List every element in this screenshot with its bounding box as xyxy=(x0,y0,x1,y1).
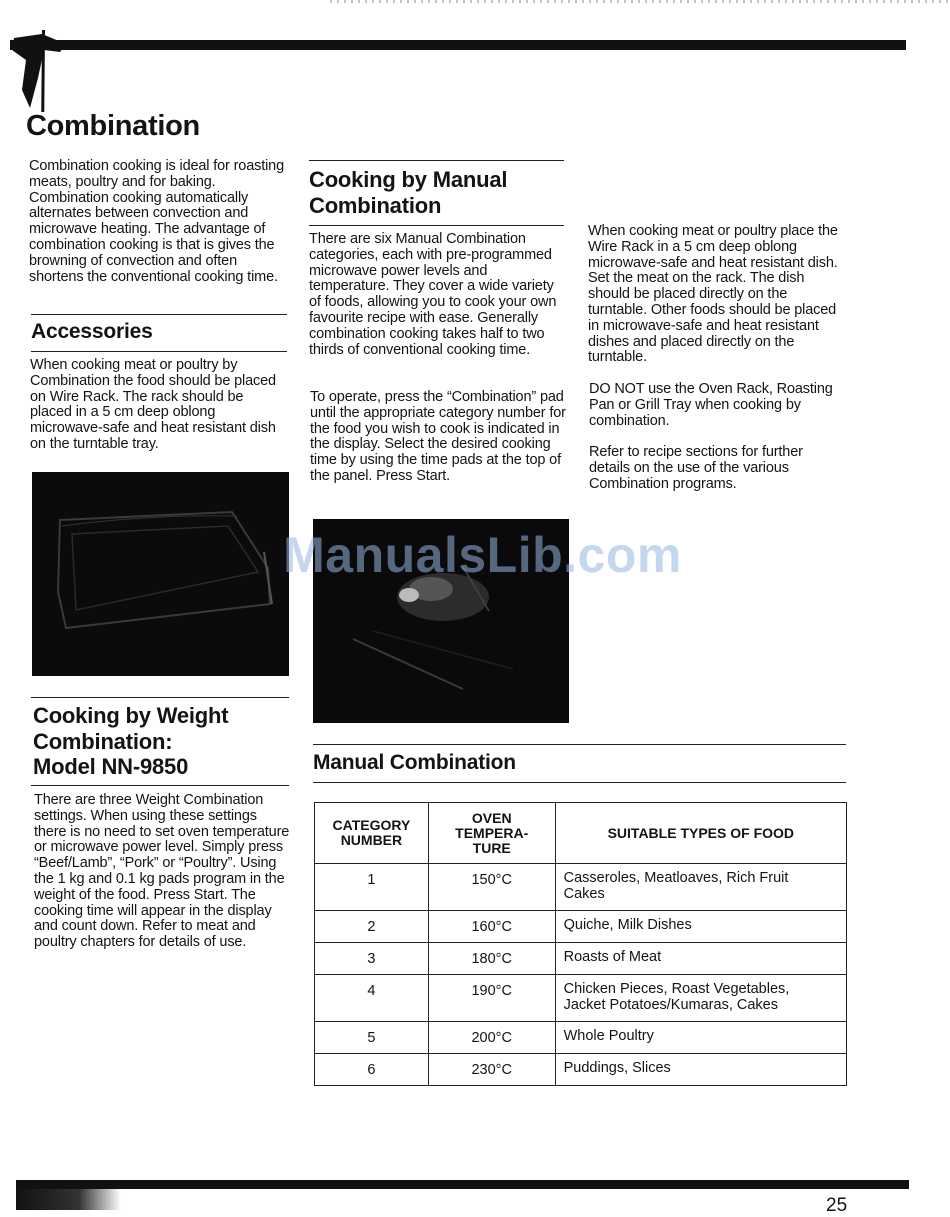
food-line: Jacket Potatoes/Kumaras, Cakes xyxy=(563,996,778,1013)
temperature-cell: 150°C xyxy=(428,864,555,911)
divider xyxy=(31,314,287,315)
divider xyxy=(309,160,564,161)
manual-heading xyxy=(309,167,507,218)
corner-ink-mark xyxy=(8,30,68,112)
temperature-header-line: TURE xyxy=(472,839,511,856)
temperature-header-line: OVEN xyxy=(471,809,512,826)
food-line: Whole Poultry xyxy=(563,1028,654,1044)
right-paragraph-1: When cooking meat or poultry place the Wire Rack in a 5 cm deep oblong microwave-safe and heat resistant dish. Set the meat on the rack. The dish should be placed directly on the turntable. Other foods should be placed in microwave-safe and heat resistant dishes and placed directly on the turntable. xyxy=(588,223,838,366)
food-cell xyxy=(555,1054,846,1086)
manual-combination-table xyxy=(314,802,847,1086)
top-rule xyxy=(10,40,906,50)
category-cell: 3 xyxy=(315,943,429,975)
category-cell: 2 xyxy=(315,911,429,943)
right-paragraph-2: DO NOT use the Oven Rack, Roasting Pan or Grill Tray when cooking by combination. xyxy=(589,381,833,429)
food-line: Cakes xyxy=(563,885,605,902)
page-title: Combination xyxy=(26,110,200,142)
table-row xyxy=(315,1022,847,1054)
divider xyxy=(313,744,846,745)
manual-paragraph-1: There are six Manual Combination categories, each with pre-programmed microwave power levels and temperature. They cover a wide variety of foods, allowing you to cook your own favourite recipe with ease. Generally combination cooking takes half to two thirds of conventional cooking time. xyxy=(309,231,557,358)
category-cell: 1 xyxy=(315,864,429,911)
table-row xyxy=(315,911,847,943)
temperature-cell: 190°C xyxy=(428,975,555,1022)
food-line: Puddings, Slices xyxy=(563,1060,671,1076)
food-line: Roasts of Meat xyxy=(563,949,662,965)
food-cell xyxy=(555,1022,846,1054)
table-title: Manual Combination xyxy=(313,751,516,774)
table-header-row xyxy=(315,803,847,864)
food-line: Quiche, Milk Dishes xyxy=(563,917,692,933)
weight-heading-line: Model NN-9850 xyxy=(33,754,189,779)
category-cell: 4 xyxy=(315,975,429,1022)
manual-paragraph-2: To operate, press the “Combination” pad until the appropriate category number for the food you wish to cook is indicated in the display. Select the desired cooking time by using the time pads at the top of the panel. Press Start. xyxy=(310,389,566,484)
temperature-header xyxy=(428,803,555,864)
table-row xyxy=(315,975,847,1022)
bottom-ink-smudge xyxy=(16,1189,121,1210)
food-cell xyxy=(555,975,846,1022)
right-paragraph-3: Refer to recipe sections for further details on the use of the various Combination programs. xyxy=(589,444,803,492)
weight-heading xyxy=(33,703,228,780)
temperature-cell: 160°C xyxy=(428,911,555,943)
table-row xyxy=(315,943,847,975)
divider xyxy=(31,785,289,786)
temperature-cell: 230°C xyxy=(428,1054,555,1086)
food-cell xyxy=(555,943,846,975)
bottom-rule xyxy=(16,1180,909,1189)
weight-heading-line: Cooking by Weight xyxy=(33,703,229,728)
accessories-paragraph: When cooking meat or poultry by Combination the food should be placed on Wire Rack. The rack should be placed in a 5 cm deep oblong microwave-safe and heat resistant dish on the turntable tray. xyxy=(30,357,276,452)
temperature-cell: 200°C xyxy=(428,1022,555,1054)
weight-paragraph: There are three Weight Combination settings. When using these settings there is no need to set oven temperature or microwave power level. Simply press “Beef/Lamb”, “Pork” or “Poultry”. Using the 1 kg and 0.1 kg pads program in the weight of the food. Press Start. The cooking time will appear in the display and count down. Refer to meat and poultry chapters for details of use. xyxy=(34,792,290,951)
food-line: Chicken Pieces, Roast Vegetables, xyxy=(563,981,790,997)
category-cell: 5 xyxy=(315,1022,429,1054)
weight-heading-line: Combination: xyxy=(33,728,173,754)
category-cell: 6 xyxy=(315,1054,429,1086)
temperature-header-line: TEMPERA- xyxy=(455,824,529,841)
watermark: ManualsLib.com xyxy=(283,527,682,583)
page-number: 25 xyxy=(826,1195,848,1216)
manual-heading-line: Combination xyxy=(309,192,442,218)
food-cell xyxy=(555,864,846,911)
category-header-line: CATEGORY xyxy=(332,817,411,833)
accessories-heading: Accessories xyxy=(31,320,153,343)
divider xyxy=(313,782,846,783)
manual-heading-line: Cooking by Manual xyxy=(309,167,508,192)
food-cell xyxy=(555,911,846,943)
food-header: SUITABLE TYPES OF FOOD xyxy=(555,803,846,864)
intro-paragraph: Combination cooking is ideal for roasting meats, poultry and for baking. Combination cooking automatically alternates between convection and microwave heating. The advantage of combination cooking is that is gives the browning of convection and often shortens the conventional cooking time. xyxy=(29,158,284,285)
divider xyxy=(31,697,289,698)
table-row xyxy=(315,1054,847,1086)
category-header xyxy=(315,803,429,864)
category-header-line: NUMBER xyxy=(340,832,403,848)
divider xyxy=(31,351,287,352)
food-line: Casseroles, Meatloaves, Rich Fruit xyxy=(563,870,789,886)
divider xyxy=(309,225,564,226)
table-row xyxy=(315,864,847,911)
scan-noise-top xyxy=(330,0,950,3)
temperature-cell: 180°C xyxy=(428,943,555,975)
